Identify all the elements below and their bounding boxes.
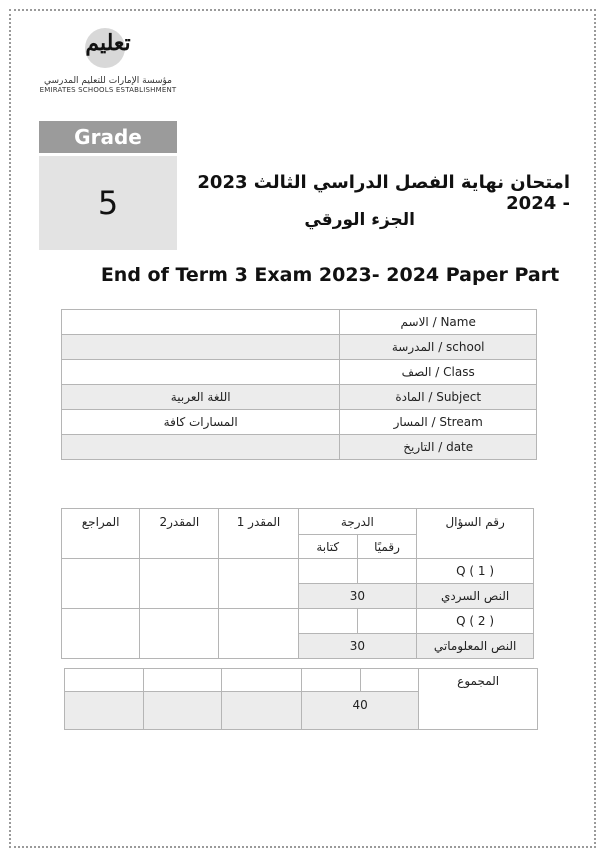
info-row-name [62,310,537,335]
total-numeric-cell[interactable] [360,669,419,692]
col-grader-2: المقدر2 [140,509,219,559]
total-row-top [65,669,538,692]
written-cell[interactable] [298,609,357,634]
exam-title-english: End of Term 3 Exam 2023- 2024 Paper Part [100,264,560,286]
info-value[interactable] [62,310,340,335]
col-reviewer: المراجع [62,509,140,559]
logo-org-english: EMIRATES SCHOOLS ESTABLISHMENT [39,86,177,94]
info-label: المادة / Subject [340,385,537,410]
total-value: 40 [301,692,419,730]
exam-title-arabic: امتحان نهاية الفصل الدراسي الثالث 2023 - 2024 [197,172,570,214]
total-grader1-value [222,692,302,730]
question-row-2 [62,609,534,634]
grader2-cell[interactable] [140,559,219,609]
reviewer-cell[interactable] [62,559,140,609]
col-numeric: رقميًا [357,535,416,559]
question-name: النص المعلوماتي [417,634,534,659]
written-cell[interactable] [298,559,357,584]
question-id: Q ( 1 ) [417,559,534,584]
grader2-cell[interactable] [140,609,219,659]
info-row-school [62,335,537,360]
info-label: المدرسة / school [340,335,537,360]
info-value[interactable] [62,335,340,360]
grade-label: Grade [39,121,177,153]
col-grade: الدرجة [298,509,417,535]
total-label: المجموع [419,669,538,730]
info-label: التاريخ / date [340,435,537,460]
info-label: الصف / Class [340,360,537,385]
total-reviewer-cell[interactable] [65,669,144,692]
grader1-cell[interactable] [219,559,298,609]
logo-emblem [73,26,143,72]
info-value[interactable] [62,435,340,460]
info-value: اللغة العربية [62,385,340,410]
total-table [64,668,538,730]
logo-symbol-text: تعليم [85,30,131,56]
info-label: الاسم / Name [340,310,537,335]
question-name: النص السردي [417,584,534,609]
info-value[interactable] [62,360,340,385]
grade-value: 5 [39,156,177,250]
info-row-subject [62,385,537,410]
info-row-class [62,360,537,385]
total-grader2-value [143,692,222,730]
student-info-table [61,309,537,460]
info-value: المسارات كافة [62,410,340,435]
col-question-number: رقم السؤال [417,509,534,559]
total-grader2-cell[interactable] [143,669,222,692]
total-grader1-cell[interactable] [222,669,302,692]
numeric-cell[interactable] [357,609,416,634]
info-row-stream [62,410,537,435]
emirates-schools-logo [38,26,178,106]
info-row-date [62,435,537,460]
numeric-cell[interactable] [357,559,416,584]
marks-header-row [62,509,534,535]
grader1-cell[interactable] [219,609,298,659]
col-written: كتابة [298,535,357,559]
marks-table [61,508,534,659]
exam-subtitle-arabic: الجزء الورقي [304,210,415,230]
question-points: 30 [298,634,417,659]
question-points: 30 [298,584,417,609]
total-reviewer-value [65,692,144,730]
logo-org-arabic: مؤسسة الإمارات للتعليم المدرسي [44,76,172,86]
info-label: المسار / Stream [340,410,537,435]
col-grader-1: المقدر 1 [219,509,298,559]
question-row-1 [62,559,534,584]
reviewer-cell[interactable] [62,609,140,659]
total-written-cell[interactable] [301,669,360,692]
question-id: Q ( 2 ) [417,609,534,634]
